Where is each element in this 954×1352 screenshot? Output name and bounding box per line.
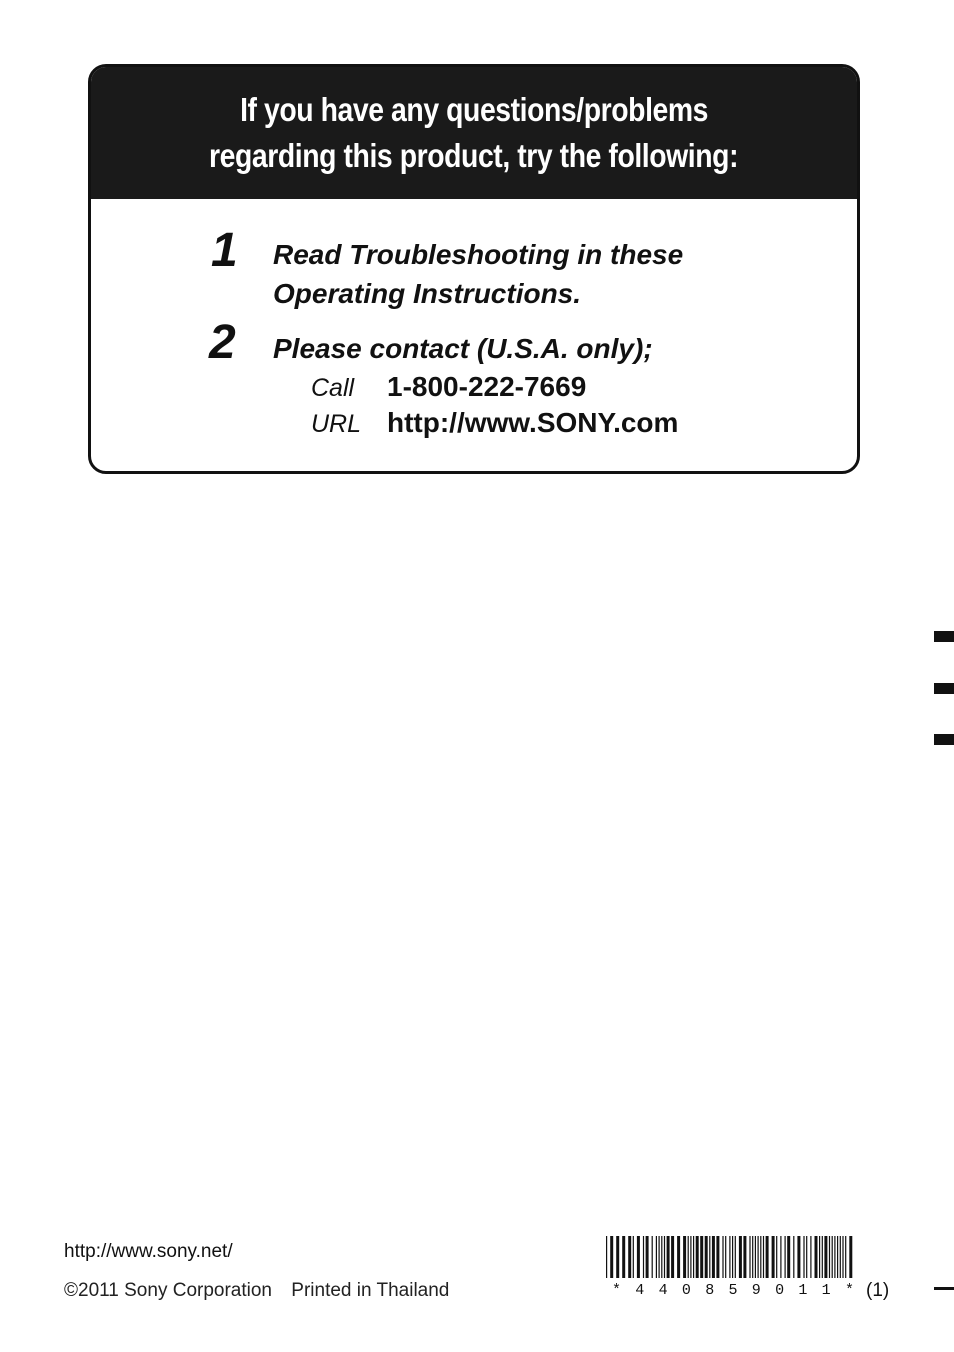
barcode-bar <box>693 1236 694 1278</box>
barcode-bar <box>822 1236 823 1278</box>
help-box <box>88 64 860 474</box>
barcode-bar <box>643 1236 644 1278</box>
registration-mark-1 <box>934 631 954 642</box>
barcode <box>604 1236 862 1299</box>
barcode-digits <box>604 1282 862 1299</box>
barcode-bar <box>677 1236 680 1278</box>
barcode-bar <box>732 1236 733 1278</box>
barcode-bar <box>628 1236 631 1278</box>
barcode-digit: 0 <box>775 1282 785 1299</box>
step-1-text <box>273 235 683 313</box>
contact-url-label: URL <box>311 410 362 438</box>
contact-call-label: Call <box>311 374 355 402</box>
barcode-bar <box>743 1236 746 1278</box>
step-2-number: 2 <box>209 316 236 369</box>
barcode-bar <box>803 1236 804 1278</box>
barcode-bar <box>806 1236 807 1278</box>
barcode-bar <box>824 1236 827 1278</box>
step-2-text: Please contact (U.S.A. only); <box>273 333 653 364</box>
registration-mark-3 <box>934 734 954 745</box>
barcode-bar <box>700 1236 703 1278</box>
barcode-bar <box>834 1236 835 1278</box>
barcode-digit: 4 <box>635 1282 645 1299</box>
barcode-bar <box>758 1236 759 1278</box>
step-1-number: 1 <box>211 224 238 277</box>
barcode-bar <box>815 1236 818 1278</box>
barcode-digit: 5 <box>728 1282 738 1299</box>
barcode-bar <box>785 1236 786 1278</box>
contact-url-row <box>311 407 678 439</box>
barcode-digit: * <box>844 1282 854 1299</box>
barcode-bar <box>749 1236 750 1278</box>
step-1-text-line-1: Read Troubleshooting in these <box>273 239 684 270</box>
barcode-bar <box>646 1236 649 1278</box>
barcode-bar <box>793 1236 794 1278</box>
printed-in-text: Printed in Thailand <box>291 1280 450 1301</box>
barcode-bar <box>829 1236 830 1278</box>
barcode-bar <box>766 1236 769 1278</box>
barcode-bar <box>659 1236 660 1278</box>
registration-mark-4 <box>934 1287 954 1290</box>
barcode-bar <box>656 1236 657 1278</box>
barcode-bar <box>787 1236 790 1278</box>
barcode-bar <box>776 1236 777 1278</box>
barcode-bar <box>832 1236 833 1278</box>
barcode-bar <box>725 1236 726 1278</box>
barcode-bar <box>712 1236 715 1278</box>
barcode-bar <box>837 1236 838 1278</box>
barcode-bar <box>735 1236 736 1278</box>
barcode-bar <box>849 1236 852 1278</box>
barcode-digit: * <box>612 1282 622 1299</box>
copyright-text: ©2011 Sony Corporation <box>64 1280 272 1301</box>
barcode-bar <box>705 1236 708 1278</box>
barcode-bar <box>840 1236 841 1278</box>
barcode-bar <box>772 1236 775 1278</box>
help-heading-line-2: regarding this product, try the following: <box>209 137 739 174</box>
barcode-digit: 4 <box>658 1282 668 1299</box>
barcode-digit: 9 <box>751 1282 761 1299</box>
footer-website-link[interactable]: http://www.sony.net/ <box>64 1241 233 1262</box>
footer-copyright <box>64 1280 449 1302</box>
barcode-bars <box>604 1236 862 1278</box>
contact-phone-number: 1-800-222-7669 <box>387 371 587 402</box>
barcode-bar <box>819 1236 820 1278</box>
barcode-digit: 1 <box>798 1282 808 1299</box>
barcode-bar <box>633 1236 634 1278</box>
barcode-bar <box>696 1236 699 1278</box>
barcode-bar <box>722 1236 723 1278</box>
barcode-bar <box>688 1236 689 1278</box>
barcode-bar <box>616 1236 619 1278</box>
contact-call-row <box>311 371 586 403</box>
barcode-bar <box>671 1236 674 1278</box>
barcode-bar <box>755 1236 756 1278</box>
contact-url-link[interactable]: http://www.SONY.com <box>387 407 679 438</box>
barcode-bar <box>610 1236 613 1278</box>
barcode-bar <box>664 1236 665 1278</box>
barcode-bar <box>716 1236 719 1278</box>
help-heading-line-1: If you have any questions/problems <box>240 91 708 128</box>
barcode-bar <box>622 1236 625 1278</box>
barcode-bar <box>661 1236 662 1278</box>
barcode-bar <box>845 1236 846 1278</box>
barcode-bar <box>690 1236 691 1278</box>
barcode-bar <box>760 1236 761 1278</box>
barcode-digit: 1 <box>821 1282 831 1299</box>
barcode-bar <box>729 1236 730 1278</box>
barcode-bar <box>842 1236 843 1278</box>
barcode-bar <box>683 1236 686 1278</box>
barcode-bar <box>652 1236 653 1278</box>
registration-mark-2 <box>934 683 954 694</box>
step-1-text-line-2: Operating Instructions. <box>273 278 582 309</box>
barcode-bar <box>810 1236 811 1278</box>
barcode-bar <box>752 1236 753 1278</box>
barcode-suffix: (1) <box>866 1280 890 1301</box>
barcode-bar <box>739 1236 742 1278</box>
barcode-bar <box>763 1236 764 1278</box>
barcode-digit: 8 <box>705 1282 715 1299</box>
barcode-bar <box>709 1236 710 1278</box>
help-heading <box>91 67 857 199</box>
barcode-bar <box>606 1236 607 1278</box>
barcode-bar <box>637 1236 640 1278</box>
barcode-bar <box>667 1236 670 1278</box>
barcode-bar <box>797 1236 800 1278</box>
barcode-bar <box>780 1236 781 1278</box>
barcode-digit: 0 <box>681 1282 691 1299</box>
